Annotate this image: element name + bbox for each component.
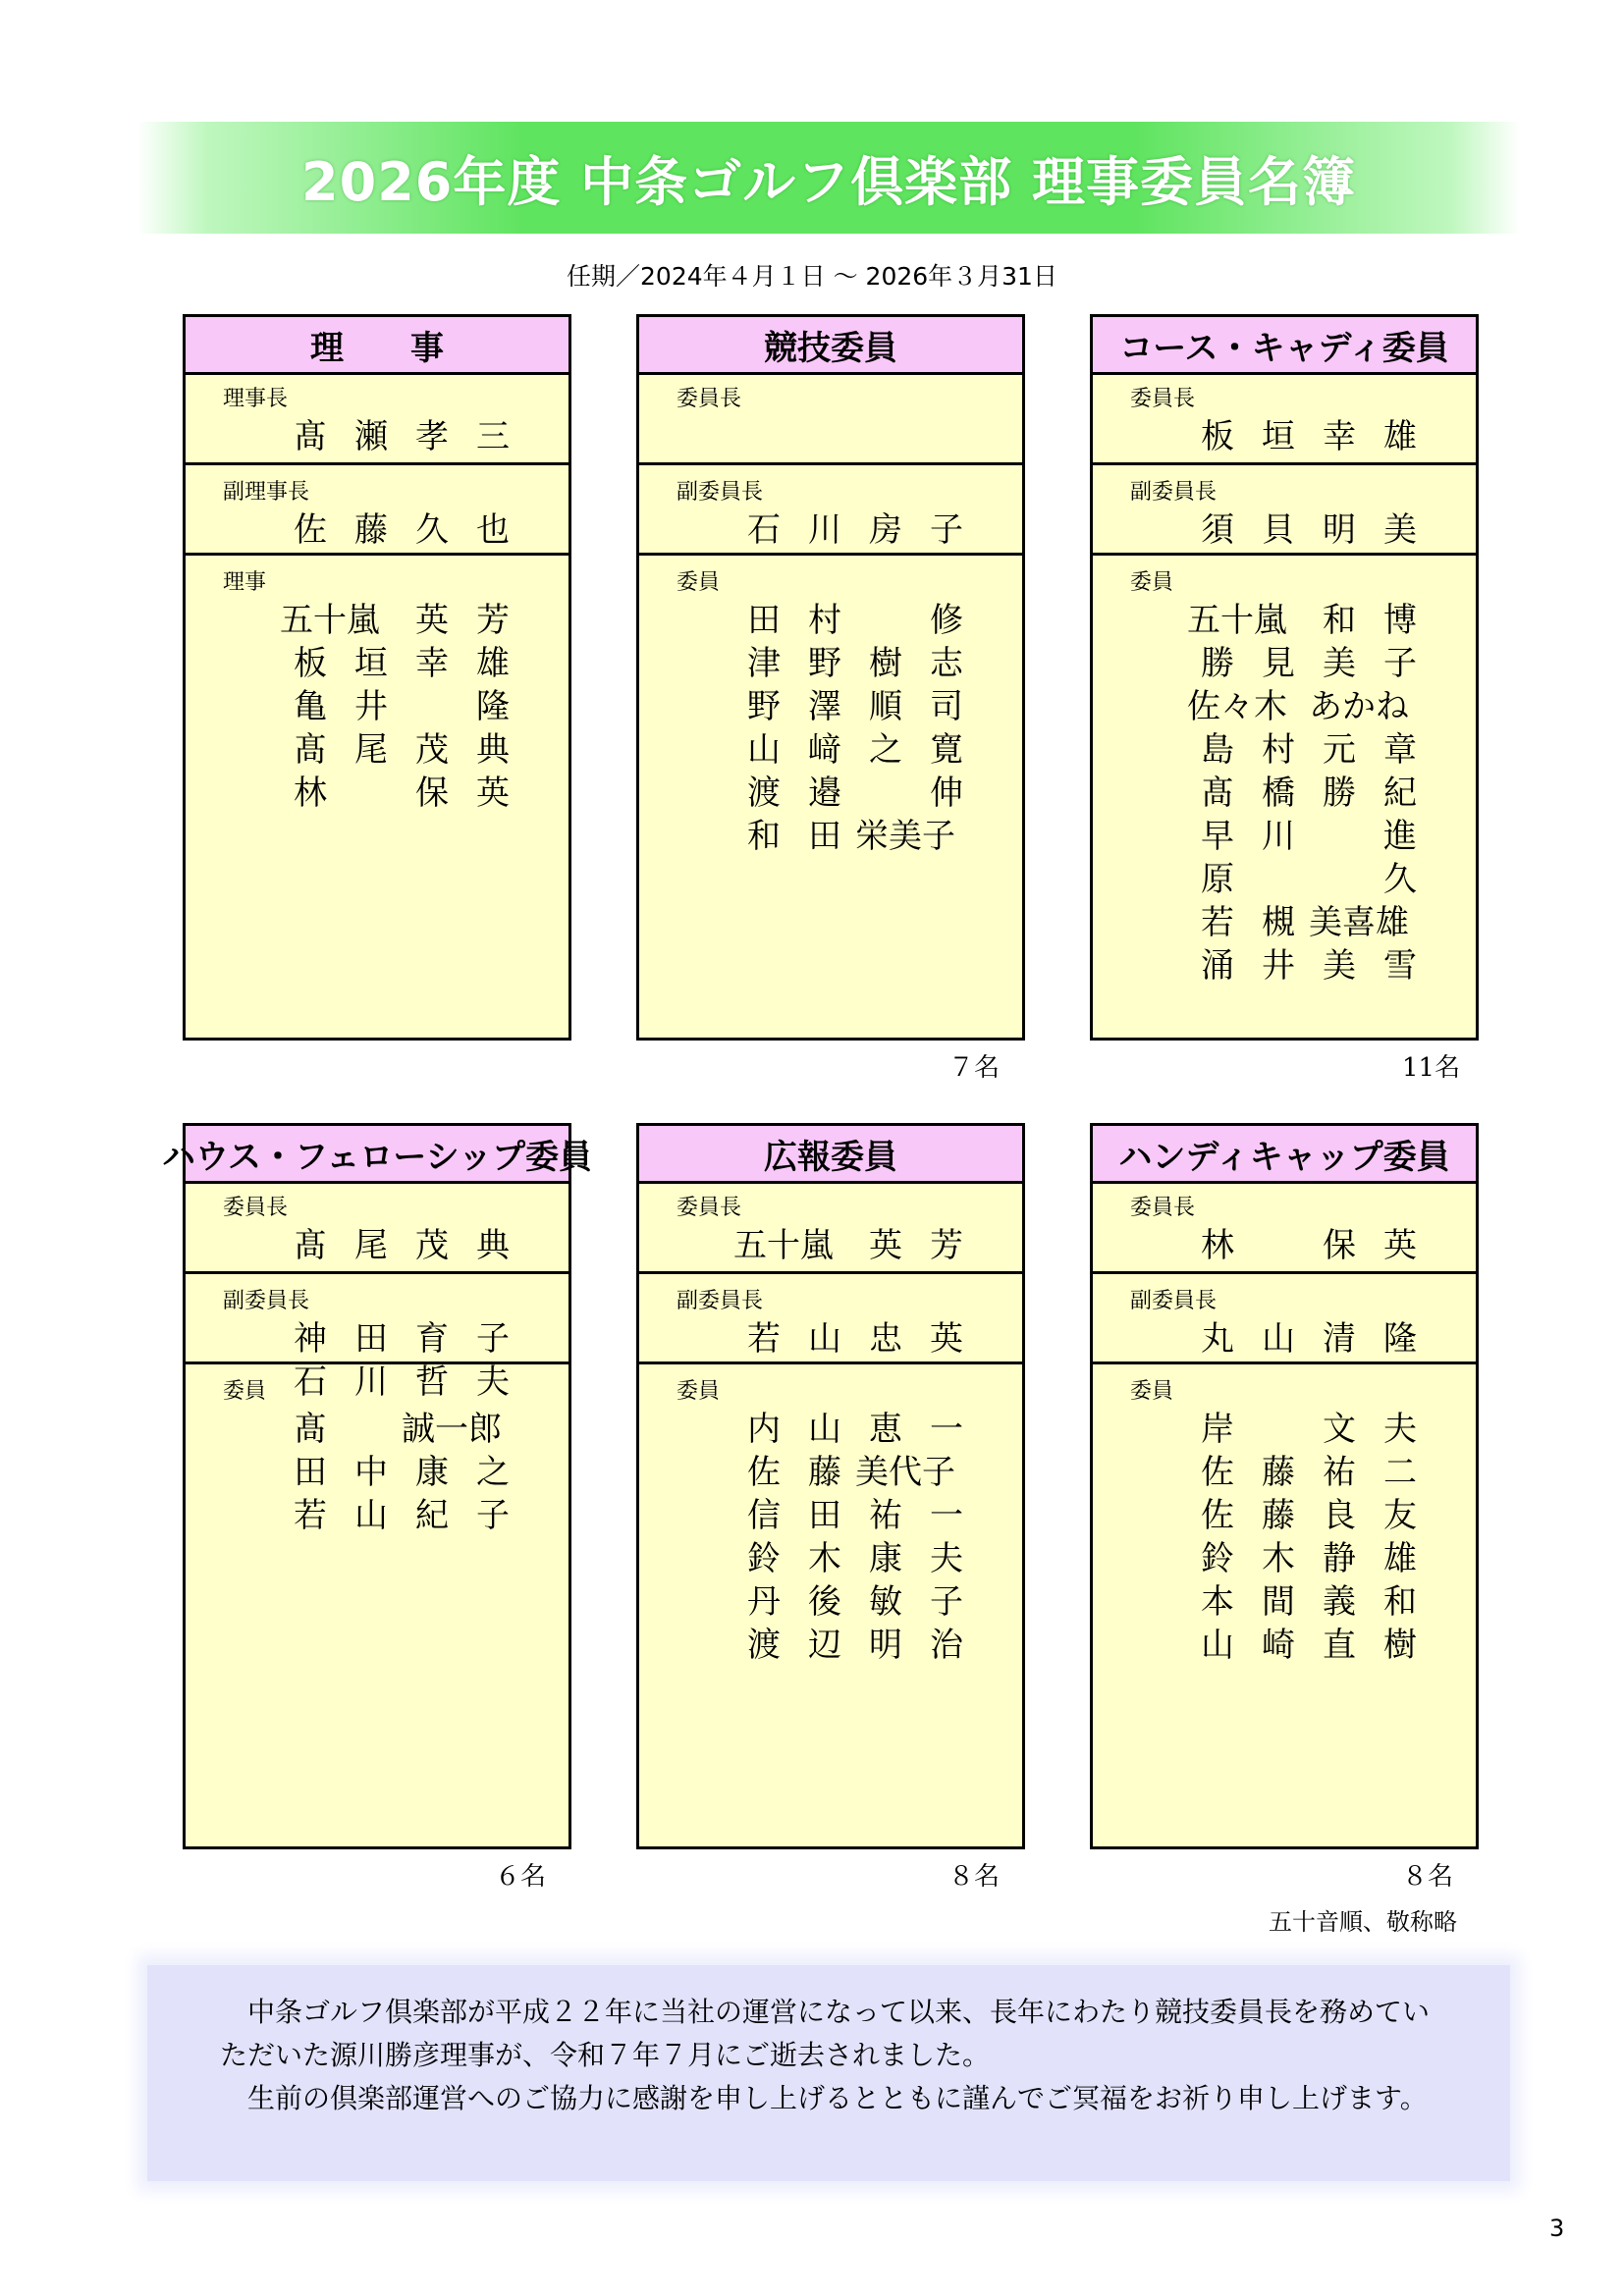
role-section: [186, 1362, 568, 1795]
name-list: [1187, 411, 1431, 454]
role-section: [186, 462, 568, 553]
member-name: [280, 1313, 523, 1357]
name-char: 隆: [1383, 1318, 1417, 1359]
committee-header: 広報委員: [639, 1126, 1022, 1184]
name-char: 佐々木: [1187, 686, 1287, 726]
name-char: 子: [476, 1495, 510, 1535]
name-char: 丹: [747, 1581, 781, 1622]
role-label: 委員長: [677, 1196, 742, 1220]
name-char: 橋: [1262, 773, 1295, 813]
name-char: 丸: [1201, 1318, 1234, 1359]
member-name: [1187, 811, 1431, 854]
member-count: ７名: [948, 1053, 1001, 1083]
name-char: 雄: [1383, 416, 1417, 456]
name-char: 林: [1201, 1225, 1234, 1265]
name-char: 文: [1323, 1409, 1356, 1449]
name-char: 也: [476, 509, 510, 550]
name-char: 田: [354, 1318, 388, 1359]
role-label: 委員長: [223, 1196, 289, 1220]
name-list: [733, 1220, 977, 1263]
notice-paragraph: 生前の倶楽部運営へのご協力に感謝を申し上げるとともに謹んでご冥福をお祈り申し上げます。: [247, 2082, 1428, 2114]
name-char: 清: [1323, 1318, 1356, 1359]
name-char: 直: [1323, 1625, 1356, 1665]
name-char: 島: [1201, 729, 1234, 770]
member-name: [1187, 411, 1431, 454]
committee-header: ハウス・フェローシップ委員: [186, 1126, 568, 1184]
name-char: 尾: [354, 1225, 388, 1265]
name-char: 樹: [1383, 1625, 1417, 1665]
name-char: 司: [930, 686, 963, 726]
name-char: 英: [930, 1318, 963, 1359]
name-char: 子: [1383, 643, 1417, 683]
name-char: 隆: [476, 686, 510, 726]
name-char: 子: [930, 1581, 963, 1622]
name-char: 治: [930, 1625, 963, 1665]
name-char: 木: [808, 1538, 841, 1578]
name-char: 博: [1383, 600, 1417, 640]
name-char: 孝: [415, 416, 449, 456]
committee-header: 理 事: [186, 317, 568, 375]
notice-paragraph: 中条ゴルフ倶楽部が平成２２年に当社の運営になって以来、長年にわたり競技委員長を務めていただいた源川勝彦理事が、令和７年７月にご逝去されました。: [220, 1996, 1431, 2071]
role-label: 委員長: [1130, 1196, 1196, 1220]
member-name: [1187, 768, 1431, 811]
name-char: 貝: [1262, 509, 1295, 550]
name-char: 芳: [476, 600, 510, 640]
name-char: 岸: [1201, 1409, 1234, 1449]
name-char: 田: [808, 1495, 841, 1535]
name-char: 髙: [294, 1225, 327, 1265]
member-count: ６名: [495, 1862, 547, 1892]
role-label: 委員: [677, 1379, 721, 1404]
role-label: 理事長: [223, 387, 289, 411]
role-label: 委員: [677, 570, 721, 595]
name-char: 康: [415, 1452, 449, 1492]
name-char: 木: [1262, 1538, 1295, 1578]
name-char: 田: [294, 1452, 327, 1492]
name-char: 田: [808, 816, 841, 856]
name-char: 幸: [1323, 416, 1356, 456]
member-name: [1187, 638, 1431, 681]
member-name: [1187, 724, 1431, 768]
name-char: 修: [930, 600, 963, 640]
name-char: 亀: [294, 686, 327, 726]
name-char: 崎: [1262, 1625, 1295, 1665]
name-char: 信: [747, 1495, 781, 1535]
name-char: 哲: [415, 1362, 449, 1402]
name-char: 和: [747, 816, 781, 856]
member-name: [280, 1490, 523, 1533]
name-char: 辺: [808, 1625, 841, 1665]
name-char: 一: [930, 1409, 963, 1449]
name-char: 保: [1323, 1225, 1356, 1265]
committee-panel: [636, 314, 1025, 1041]
member-name: [733, 1490, 977, 1533]
member-name: [733, 1620, 977, 1663]
name-char: 幸: [415, 643, 449, 683]
role-label: 副委員長: [1130, 480, 1218, 505]
member-name: [1187, 854, 1431, 897]
name-char: 後: [808, 1581, 841, 1622]
name-char: 渡: [747, 1625, 781, 1665]
name-list: [280, 595, 523, 811]
name-char: 二: [1383, 1452, 1417, 1492]
name-char: 山: [1262, 1318, 1295, 1359]
member-name: [1187, 505, 1431, 548]
role-label: 理事: [223, 570, 267, 595]
name-char: 若: [1201, 902, 1234, 942]
name-char: 友: [1383, 1495, 1417, 1535]
name-char: 房: [869, 509, 902, 550]
member-name: [733, 811, 977, 854]
name-char: 夫: [930, 1538, 963, 1578]
name-char: 藤: [1262, 1452, 1295, 1492]
name-char: 之: [869, 729, 902, 770]
committee-panel: [636, 1123, 1025, 1849]
name-char: 樹: [869, 643, 902, 683]
name-char: 敏: [869, 1581, 902, 1622]
role-label: 委員: [1130, 570, 1174, 595]
title-band: [137, 122, 1520, 234]
member-name: [733, 768, 977, 811]
role-label: 委員長: [677, 387, 742, 411]
name-char: 髙: [294, 1409, 327, 1449]
role-label: 副委員長: [223, 1289, 310, 1313]
member-name: [280, 768, 523, 811]
member-name: [733, 505, 977, 548]
name-char: あかね: [1309, 686, 1409, 726]
role-label: 副理事長: [223, 480, 310, 505]
name-char: 石: [294, 1362, 327, 1402]
name-char: 寛: [930, 729, 963, 770]
member-count: 11名: [1402, 1053, 1461, 1083]
name-char: 藤: [354, 509, 388, 550]
committee-panel: [1090, 314, 1479, 1041]
term-period: 任期／2024年４月１日 ～ 2026年３月31日: [567, 262, 1057, 291]
name-char: 早: [1201, 816, 1234, 856]
member-name: [1187, 897, 1431, 940]
name-list: [1187, 595, 1431, 984]
name-char: 祐: [869, 1495, 902, 1535]
committee-header: コース・キャディ委員: [1093, 317, 1476, 375]
name-char: 志: [930, 643, 963, 683]
name-char: 板: [294, 643, 327, 683]
role-label: 委員: [223, 1379, 267, 1404]
member-name: [1187, 940, 1431, 984]
member-name: [280, 1220, 523, 1263]
role-section: [1093, 1181, 1476, 1271]
role-section: [639, 1271, 1022, 1362]
name-list: [1187, 1313, 1431, 1357]
committee-panel: [183, 314, 571, 1041]
name-char: 渡: [747, 773, 781, 813]
name-char: 典: [476, 1225, 510, 1265]
name-char: 元: [1323, 729, 1356, 770]
member-name: [1187, 1490, 1431, 1533]
name-char: 美: [1323, 945, 1356, 986]
member-name: [280, 638, 523, 681]
name-char: 若: [294, 1495, 327, 1535]
name-char: 芳: [930, 1225, 963, 1265]
name-char: 子: [930, 509, 963, 550]
name-char: 一: [930, 1495, 963, 1535]
name-char: 澤: [808, 686, 841, 726]
page-title: 2026年度 中条ゴルフ倶楽部 理事委員名簿: [301, 150, 1356, 213]
name-char: 栄美子: [855, 816, 955, 856]
name-char: 川: [354, 1362, 388, 1402]
name-char: 和: [1383, 1581, 1417, 1622]
page-number: 3: [1549, 2215, 1565, 2242]
name-char: 静: [1323, 1538, 1356, 1578]
member-name: [1187, 1447, 1431, 1490]
name-char: 明: [869, 1625, 902, 1665]
name-char: 石: [747, 509, 781, 550]
name-list: [280, 411, 523, 454]
member-count: ８名: [948, 1862, 1001, 1892]
name-char: 髙: [294, 416, 327, 456]
name-char: 茂: [415, 729, 449, 770]
role-section: [639, 372, 1022, 462]
role-label: 副委員長: [677, 1289, 764, 1313]
member-name: [280, 595, 523, 638]
name-char: 津: [747, 643, 781, 683]
name-char: 井: [354, 686, 388, 726]
name-char: 夫: [1383, 1409, 1417, 1449]
name-char: 川: [808, 509, 841, 550]
name-char: 雄: [1383, 1538, 1417, 1578]
member-name: [280, 1447, 523, 1490]
name-char: 三: [476, 416, 510, 456]
name-char: 保: [415, 773, 449, 813]
member-name: [280, 681, 523, 724]
committee-header: 競技委員: [639, 317, 1022, 375]
name-char: 内: [747, 1409, 781, 1449]
member-name: [733, 1404, 977, 1447]
name-char: 五十嵐: [1187, 600, 1287, 640]
member-name: [280, 411, 523, 454]
name-char: 佐: [294, 509, 327, 550]
name-char: 見: [1262, 643, 1295, 683]
name-list: [733, 1404, 977, 1663]
member-name: [1187, 1404, 1431, 1447]
name-char: 髙: [1201, 773, 1234, 813]
name-char: 佐: [1201, 1495, 1234, 1535]
role-section: [1093, 1362, 1476, 1795]
name-char: 佐: [747, 1452, 781, 1492]
role-section: [639, 553, 1022, 987]
name-char: 紀: [415, 1495, 449, 1535]
name-char: 若: [747, 1318, 781, 1359]
name-char: 美: [1323, 643, 1356, 683]
member-name: [1187, 1576, 1431, 1620]
name-char: 伸: [930, 773, 963, 813]
name-char: 五十嵐: [733, 1225, 834, 1265]
name-char: 義: [1323, 1581, 1356, 1622]
name-char: 須: [1201, 509, 1234, 550]
name-char: 祐: [1323, 1452, 1356, 1492]
committee-panel: [162, 1123, 592, 1849]
name-char: 五十嵐: [280, 600, 380, 640]
name-char: 山: [1201, 1625, 1234, 1665]
name-char: 鈴: [747, 1538, 781, 1578]
name-char: 涌: [1201, 945, 1234, 986]
name-list: [280, 1220, 523, 1263]
name-char: 夫: [476, 1362, 510, 1402]
name-list: [280, 1404, 523, 1533]
name-char: 間: [1262, 1581, 1295, 1622]
name-char: 﨑: [808, 729, 841, 770]
name-char: 山: [354, 1495, 388, 1535]
name-char: 久: [415, 509, 449, 550]
name-char: 板: [1201, 416, 1234, 456]
name-char: 瀬: [354, 416, 388, 456]
role-section: [1093, 1271, 1476, 1362]
name-char: 藤: [808, 1452, 841, 1492]
member-name: [1187, 595, 1431, 638]
name-char: 誠一郎: [402, 1409, 502, 1449]
name-char: 川: [1262, 816, 1295, 856]
name-char: 垣: [1262, 416, 1295, 456]
name-char: 槻: [1262, 902, 1295, 942]
name-char: 章: [1383, 729, 1417, 770]
name-char: 佐: [1201, 1452, 1234, 1492]
name-char: 邉: [808, 773, 841, 813]
name-char: 美喜雄: [1309, 902, 1409, 942]
name-char: 勝: [1323, 773, 1356, 813]
order-note: 五十音順、敬称略: [1269, 1908, 1457, 1936]
member-name: [1187, 1313, 1431, 1357]
member-name: [280, 724, 523, 768]
name-char: 野: [808, 643, 841, 683]
role-label: 副委員長: [677, 480, 764, 505]
name-char: 良: [1323, 1495, 1356, 1535]
member-name: [1187, 681, 1431, 724]
role-section: [186, 1181, 568, 1271]
name-char: 久: [1383, 859, 1417, 899]
name-char: 髙: [294, 729, 327, 770]
name-char: 育: [415, 1318, 449, 1359]
name-char: 田: [747, 600, 781, 640]
name-char: 尾: [354, 729, 388, 770]
member-name: [1187, 1620, 1431, 1663]
member-name: [280, 1404, 523, 1447]
name-char: 井: [1262, 945, 1295, 986]
name-char: 英: [476, 773, 510, 813]
member-name: [733, 724, 977, 768]
name-char: 英: [415, 600, 449, 640]
role-section: [186, 553, 568, 987]
member-name: [280, 505, 523, 548]
role-section: [639, 1362, 1022, 1795]
name-char: 康: [869, 1538, 902, 1578]
name-list: [1187, 1404, 1431, 1663]
name-list: [733, 505, 977, 548]
name-char: 之: [476, 1452, 510, 1492]
member-name: [733, 638, 977, 681]
name-list: [1187, 505, 1431, 548]
name-list: [280, 505, 523, 548]
name-char: 典: [476, 729, 510, 770]
member-name: [733, 1533, 977, 1576]
name-char: 村: [1262, 729, 1295, 770]
name-char: 英: [869, 1225, 902, 1265]
name-char: 紀: [1383, 773, 1417, 813]
role-section: [639, 1181, 1022, 1271]
name-char: 本: [1201, 1581, 1234, 1622]
name-char: 明: [1323, 509, 1356, 550]
name-char: 垣: [354, 643, 388, 683]
role-section: [186, 372, 568, 462]
name-char: 恵: [869, 1409, 902, 1449]
member-name: [733, 1313, 977, 1357]
name-char: 山: [747, 729, 781, 770]
role-label: 副委員長: [1130, 1289, 1218, 1313]
name-char: 藤: [1262, 1495, 1295, 1535]
name-char: 美代子: [855, 1452, 955, 1492]
name-char: 茂: [415, 1225, 449, 1265]
name-char: 山: [808, 1409, 841, 1449]
member-name: [733, 1220, 977, 1263]
member-name: [733, 1576, 977, 1620]
name-char: 勝: [1201, 643, 1234, 683]
name-char: 和: [1323, 600, 1356, 640]
member-count: ８名: [1402, 1862, 1454, 1892]
name-char: 野: [747, 686, 781, 726]
member-name: [733, 1447, 977, 1490]
name-char: 英: [1383, 1225, 1417, 1265]
member-name: [733, 681, 977, 724]
memorial-notice: [147, 1965, 1510, 2181]
name-list: [1187, 1220, 1431, 1263]
name-char: 山: [808, 1318, 841, 1359]
member-name: [1187, 1220, 1431, 1263]
name-char: 雄: [476, 643, 510, 683]
role-section: [1093, 462, 1476, 553]
name-list: [733, 595, 977, 854]
role-section: [186, 1271, 568, 1402]
name-char: 進: [1383, 816, 1417, 856]
name-char: 原: [1201, 859, 1234, 899]
name-char: 順: [869, 686, 902, 726]
name-char: 村: [808, 600, 841, 640]
role-label: 委員長: [1130, 387, 1196, 411]
role-section: [1093, 553, 1476, 987]
role-section: [639, 462, 1022, 553]
name-char: 美: [1383, 509, 1417, 550]
member-name: [1187, 1533, 1431, 1576]
name-char: 忠: [869, 1318, 902, 1359]
name-char: 神: [294, 1318, 327, 1359]
name-char: 子: [476, 1318, 510, 1359]
committee-panel: [1090, 1123, 1479, 1849]
member-name: [733, 595, 977, 638]
name-char: 雪: [1383, 945, 1417, 986]
name-list: [733, 1313, 977, 1357]
name-char: 林: [294, 773, 327, 813]
role-label: 委員: [1130, 1379, 1174, 1404]
role-section: [1093, 372, 1476, 462]
name-char: 鈴: [1201, 1538, 1234, 1578]
committee-header: ハンディキャップ委員: [1093, 1126, 1476, 1184]
name-char: 中: [354, 1452, 388, 1492]
